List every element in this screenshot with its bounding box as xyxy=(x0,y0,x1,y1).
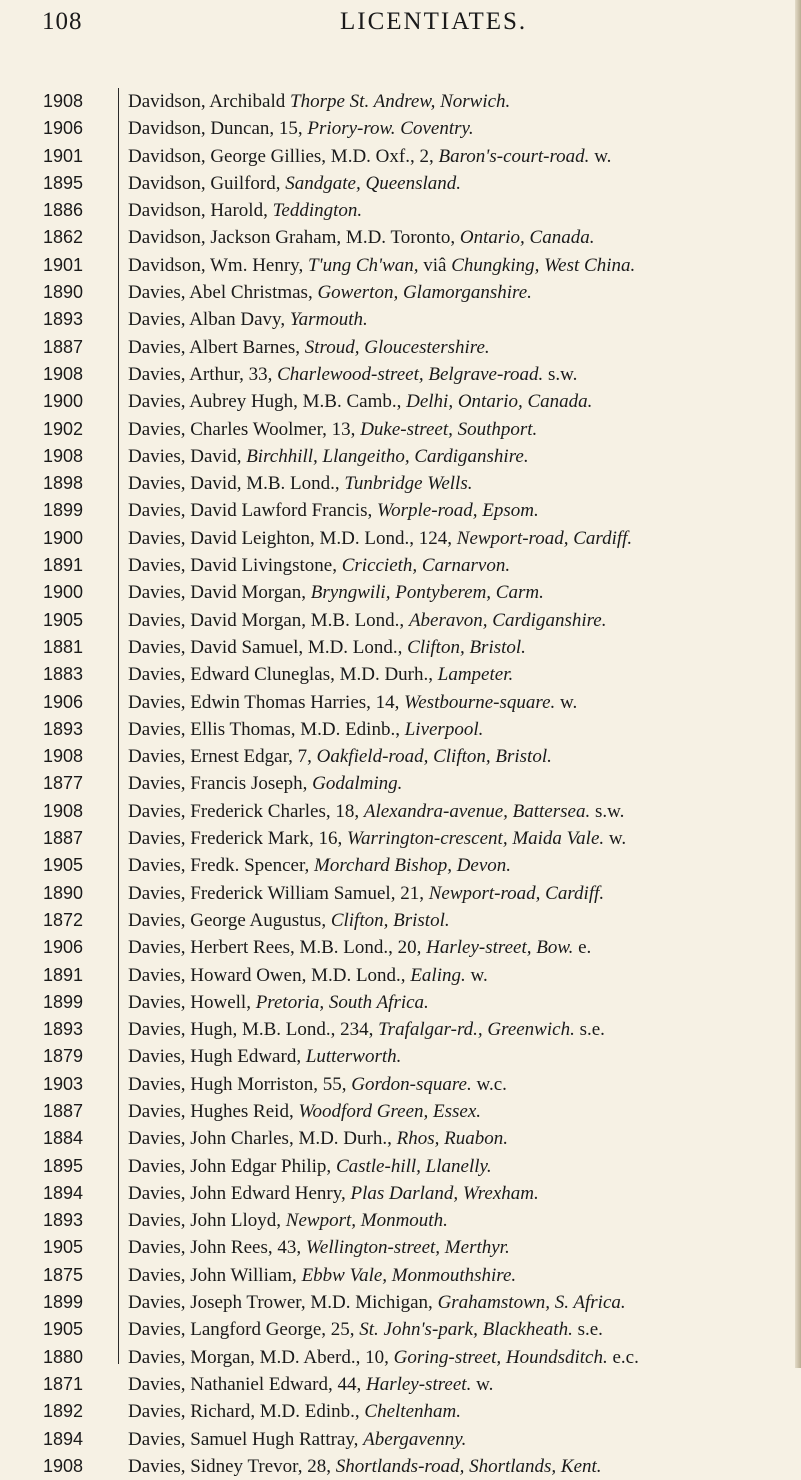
entry-address: Ontario, Canada. xyxy=(459,227,595,249)
entry-address: Birchhill, Llangeitho, Cardiganshire. xyxy=(246,445,529,467)
entry-address: Pretoria, South Africa. xyxy=(255,991,429,1013)
entry-year: 1875 xyxy=(43,1264,84,1285)
entry-year: 1905 xyxy=(43,1319,84,1340)
entry-address: Bryngwili, Pontyberem, Carm. xyxy=(310,582,544,604)
entry-address: Gordon-square. xyxy=(351,1073,472,1095)
list-item xyxy=(0,88,801,115)
entry-name: Davidson, Duncan, 15, xyxy=(128,118,308,140)
page-edge xyxy=(795,0,801,1368)
entry-address: Morchard Bishop, Devon. xyxy=(314,855,512,877)
entry-name: Davies, Frederick Mark, 16, xyxy=(128,828,347,850)
list-item xyxy=(0,825,801,852)
entry-year: 1862 xyxy=(43,227,84,248)
entry-name: Davies, Ernest Edgar, 7, xyxy=(128,746,317,768)
entry-text xyxy=(128,470,472,497)
list-item xyxy=(0,525,801,552)
entry-year: 1894 xyxy=(43,1182,84,1203)
list-item xyxy=(0,470,801,497)
entry-address: Clifton, Bristol. xyxy=(330,909,450,931)
entry-name: Davies, John Edward Henry, xyxy=(128,1182,351,1204)
entry-text xyxy=(128,525,632,552)
entry-address: Yarmouth. xyxy=(289,309,368,331)
entry-name: Davies, David Morgan, M.B. Lond., xyxy=(128,609,409,631)
entry-address: Chungking, West China. xyxy=(451,254,636,276)
entry-address: Duke-street, Southport. xyxy=(360,418,538,440)
list-item xyxy=(0,1289,801,1316)
list-item xyxy=(0,770,801,797)
entry-year: 1906 xyxy=(43,937,84,958)
entry-name: Davies, John William, xyxy=(128,1264,302,1286)
entry-address: Lampeter. xyxy=(437,664,514,686)
entry-year: 1902 xyxy=(43,418,84,439)
entry-text xyxy=(128,334,490,361)
entry-text xyxy=(128,798,624,825)
entry-address: Westbourne-square. xyxy=(404,691,556,713)
entry-text xyxy=(128,1371,493,1398)
entry-year: 1891 xyxy=(43,555,84,576)
entry-text xyxy=(128,361,577,388)
entry-text xyxy=(128,1262,516,1289)
entry-year: 1908 xyxy=(43,746,84,767)
entry-name: s.w. xyxy=(590,800,625,822)
entry-name: Davies, Hugh Morriston, 55, xyxy=(128,1073,352,1095)
entry-name: s.e. xyxy=(572,1319,603,1341)
entry-year: 1879 xyxy=(43,1046,84,1067)
entry-text xyxy=(128,1316,603,1343)
entry-name: Davies, Aubrey Hugh, M.B. Camb., xyxy=(128,391,407,413)
list-item xyxy=(0,1071,801,1098)
entry-name: Davies, Samuel Hugh Rattray, xyxy=(128,1428,364,1450)
entry-text xyxy=(128,443,529,470)
entry-address: Newport-road, Cardiff. xyxy=(428,882,605,904)
list-item xyxy=(0,798,801,825)
entry-year: 1895 xyxy=(43,1155,84,1176)
entry-address: Harley-street. xyxy=(365,1373,472,1395)
entry-text xyxy=(128,88,510,115)
entry-text xyxy=(128,1071,507,1098)
entry-address: Tunbridge Wells. xyxy=(344,473,473,495)
entry-text xyxy=(128,661,513,688)
entry-name: Davidson, Harold, xyxy=(128,200,273,222)
entry-year: 1894 xyxy=(43,1428,84,1449)
entry-address: Clifton, Bristol. xyxy=(407,636,526,658)
entry-address: Woodford Green, Essex. xyxy=(298,1100,482,1122)
entry-address: Charlewood-street, Belgrave-road. xyxy=(277,363,544,385)
entry-name: Davidson, Guilford, xyxy=(128,172,286,194)
entry-year: 1906 xyxy=(43,691,84,712)
entry-text xyxy=(128,634,526,661)
entry-name: Davies, Edward Cluneglas, M.D. Durh., xyxy=(128,664,438,686)
list-item xyxy=(0,1316,801,1343)
entry-address: Lutterworth. xyxy=(305,1046,402,1068)
entry-address: St. John's-park, Blackheath. xyxy=(359,1319,573,1341)
entry-address: Ealing. xyxy=(410,964,466,986)
entry-name: w. xyxy=(589,145,612,167)
entry-name: Davies, David Livingstone, xyxy=(128,555,342,577)
entry-name: Davies, Ellis Thomas, M.D. Edinb., xyxy=(128,718,405,740)
entry-address: Oakfield-road, Clifton, Bristol. xyxy=(316,746,552,768)
entry-year: 1908 xyxy=(43,445,84,466)
entry-text xyxy=(128,989,429,1016)
entry-year: 1893 xyxy=(43,309,84,330)
list-item xyxy=(0,497,801,524)
entry-text xyxy=(128,607,607,634)
entry-year: 1908 xyxy=(43,363,84,384)
entry-address: Baron's-court-road. xyxy=(438,145,590,167)
entry-name: Davidson, Jackson Graham, M.D. Toronto, xyxy=(128,227,460,249)
entry-address: Sandgate, Queensland. xyxy=(285,172,461,194)
entry-address: Gowerton, Glamorganshire. xyxy=(317,282,532,304)
entry-text xyxy=(128,934,591,961)
entry-address: Warrington-crescent, Maida Vale. xyxy=(346,828,605,850)
entry-text xyxy=(128,224,594,251)
entry-address: Shortlands-road, Shortlands, Kent. xyxy=(335,1455,602,1477)
entry-name: Davies, Frederick William Samuel, 21, xyxy=(128,882,429,904)
entry-name: Davies, George Augustus, xyxy=(128,909,331,931)
entry-address: Stroud, Gloucestershire. xyxy=(304,336,490,358)
entry-year: 1903 xyxy=(43,1073,84,1094)
entry-year: 1900 xyxy=(43,527,84,548)
list-item xyxy=(0,170,801,197)
entry-year: 1872 xyxy=(43,909,84,930)
entry-name: w. xyxy=(471,1373,494,1395)
entry-name: Davies, Hughes Reid, xyxy=(128,1100,299,1122)
entry-year: 1891 xyxy=(43,964,84,985)
entry-year: 1886 xyxy=(43,200,84,221)
list-item xyxy=(0,716,801,743)
entry-name: Davies, Morgan, M.D. Aberd., 10, xyxy=(128,1346,394,1368)
entry-name: Davies, Edwin Thomas Harries, 14, xyxy=(128,691,405,713)
list-item xyxy=(0,1344,801,1371)
entry-name: Davies, Francis Joseph, xyxy=(128,773,313,795)
entry-name: Davies, John Charles, M.D. Durh., xyxy=(128,1128,397,1150)
entry-address: Worple-road, Epsom. xyxy=(377,500,539,522)
page-number: 108 xyxy=(42,8,83,35)
entry-address: Priory-row. Coventry. xyxy=(307,118,474,140)
list-item xyxy=(0,306,801,333)
entry-name: s.e. xyxy=(574,1019,605,1041)
entry-address: Castle-hill, Llanelly. xyxy=(335,1155,492,1177)
list-item xyxy=(0,607,801,634)
entry-text xyxy=(128,716,483,743)
list-item xyxy=(0,1426,801,1453)
entry-address: Criccieth, Carnarvon. xyxy=(341,555,511,577)
entry-address: Cheltenham. xyxy=(364,1401,461,1423)
entry-address: Thorpe St. Andrew, Norwich. xyxy=(290,91,511,112)
entry-address: Ebbw Vale, Monmouthshire. xyxy=(301,1264,517,1286)
entry-text xyxy=(128,1016,605,1043)
entry-address: Liverpool. xyxy=(404,718,484,740)
entry-text xyxy=(128,115,474,142)
entry-year: 1881 xyxy=(43,636,84,657)
entry-name: Davies, Howell, xyxy=(128,991,256,1013)
entry-year: 1892 xyxy=(43,1401,84,1422)
entry-text xyxy=(128,770,402,797)
entry-text xyxy=(128,306,368,333)
entry-text xyxy=(128,962,488,989)
entry-name: w.c. xyxy=(471,1073,507,1095)
entry-name: Davies, Langford George, 25, xyxy=(128,1319,360,1341)
entry-name: Davies, Hugh, M.B. Lond., 234, xyxy=(128,1019,379,1041)
entry-year: 1884 xyxy=(43,1128,84,1149)
list-item xyxy=(0,661,801,688)
entry-text xyxy=(128,1398,461,1425)
list-item xyxy=(0,334,801,361)
list-item xyxy=(0,989,801,1016)
entry-address: Godalming. xyxy=(312,773,403,795)
list-item xyxy=(0,1016,801,1043)
entry-name: Davies, Howard Owen, M.D. Lond., xyxy=(128,964,411,986)
entry-year: 1887 xyxy=(43,1100,84,1121)
entry-name: viâ xyxy=(418,254,452,276)
list-item xyxy=(0,1371,801,1398)
entry-name: e. xyxy=(573,937,592,959)
entry-text xyxy=(128,1289,626,1316)
entry-text xyxy=(128,388,592,415)
entry-text xyxy=(128,579,544,606)
list-item xyxy=(0,143,801,170)
entry-address: Aberavon, Cardiganshire. xyxy=(408,609,607,631)
entry-address: Trafalgar-rd., Greenwich. xyxy=(378,1019,575,1041)
entry-address: Harley-street, Bow. xyxy=(426,937,574,959)
entry-text xyxy=(128,1043,401,1070)
entry-text xyxy=(128,689,577,716)
list-item xyxy=(0,1262,801,1289)
entry-year: 1877 xyxy=(43,773,84,794)
entry-year: 1890 xyxy=(43,882,84,903)
entry-name: Davies, Charles Woolmer, 13, xyxy=(128,418,361,440)
list-item xyxy=(0,743,801,770)
entry-name: w. xyxy=(555,691,578,713)
list-item xyxy=(0,880,801,907)
list-item xyxy=(0,252,801,279)
entry-year: 1906 xyxy=(43,118,84,139)
list-item xyxy=(0,689,801,716)
entry-text xyxy=(128,1234,510,1261)
list-item xyxy=(0,1398,801,1425)
entry-address: Rhos, Ruabon. xyxy=(396,1128,508,1150)
entry-year: 1871 xyxy=(43,1373,84,1394)
entry-year: 1887 xyxy=(43,828,84,849)
entry-year: 1905 xyxy=(43,855,84,876)
entry-text xyxy=(128,907,450,934)
running-head: LICENTIATES. xyxy=(340,8,528,35)
entry-text xyxy=(128,416,537,443)
entry-address: Grahamstown, S. Africa. xyxy=(437,1292,626,1314)
entry-name: Davies, Richard, M.D. Edinb., xyxy=(128,1401,365,1423)
entry-year: 1899 xyxy=(43,500,84,521)
entry-text xyxy=(128,143,611,170)
page-header xyxy=(40,6,740,56)
entry-name: Davies, Nathaniel Edward, 44, xyxy=(128,1373,366,1395)
entry-name: Davies, John Rees, 43, xyxy=(128,1237,306,1259)
entry-name: Davies, David Samuel, M.D. Lond., xyxy=(128,636,408,658)
entry-name: Davies, Arthur, 33, xyxy=(128,363,278,385)
entry-address: Goring-street, Houndsditch. xyxy=(393,1346,608,1368)
entry-text xyxy=(128,252,635,279)
list-item xyxy=(0,634,801,661)
entry-year: 1908 xyxy=(43,1455,84,1476)
entry-name: s.w. xyxy=(543,363,578,385)
entry-text xyxy=(128,279,532,306)
entry-year: 1883 xyxy=(43,664,84,685)
entry-year: 1900 xyxy=(43,582,84,603)
entry-name: Davies, Joseph Trower, M.D. Michigan, xyxy=(128,1292,438,1314)
entry-name: Davies, Frederick Charles, 18, xyxy=(128,800,364,822)
entry-text xyxy=(128,552,510,579)
list-item xyxy=(0,279,801,306)
entry-year: 1908 xyxy=(43,91,84,111)
entry-text xyxy=(128,170,461,197)
entry-text xyxy=(128,1125,508,1152)
entry-year: 1901 xyxy=(43,145,84,166)
list-item xyxy=(0,224,801,251)
entry-name: Davies, David, M.B. Lond., xyxy=(128,473,345,495)
entry-year: 1880 xyxy=(43,1346,84,1367)
entry-text xyxy=(128,197,362,224)
entry-year: 1900 xyxy=(43,391,84,412)
entry-address: Alexandra-avenue, Battersea. xyxy=(363,800,591,822)
entry-name: Davies, Fredk. Spencer, xyxy=(128,855,315,877)
list-item xyxy=(0,1207,801,1234)
entry-name: Davies, Abel Christmas, xyxy=(128,282,318,304)
list-item xyxy=(0,1125,801,1152)
list-item xyxy=(0,1043,801,1070)
entry-list xyxy=(0,88,801,1480)
entry-address: T'ung Ch'wan, xyxy=(307,254,419,276)
entry-year: 1899 xyxy=(43,991,84,1012)
entry-text xyxy=(128,1426,466,1453)
entry-name: Davies, Sidney Trevor, 28, xyxy=(128,1455,336,1477)
list-item xyxy=(0,962,801,989)
entry-address: Abergavenny. xyxy=(363,1428,467,1450)
entry-year: 1893 xyxy=(43,718,84,739)
list-item xyxy=(0,1453,801,1480)
entry-address: Newport, Monmouth. xyxy=(285,1210,448,1232)
entry-name: Davies, David Leighton, M.D. Lond., 124, xyxy=(128,527,457,549)
entry-name: Davidson, Archibald xyxy=(128,91,291,112)
entry-year: 1901 xyxy=(43,254,84,275)
list-item xyxy=(0,115,801,142)
entry-name: Davidson, Wm. Henry, xyxy=(128,254,308,276)
entry-text xyxy=(128,497,539,524)
entry-text xyxy=(128,1344,639,1371)
entry-text xyxy=(128,743,552,770)
entry-year: 1890 xyxy=(43,282,84,303)
list-item xyxy=(0,443,801,470)
entry-text xyxy=(128,1180,539,1207)
entry-name: Davies, Hugh Edward, xyxy=(128,1046,306,1068)
entry-year: 1905 xyxy=(43,609,84,630)
entry-name: Davies, Alban Davy, xyxy=(128,309,290,331)
entry-text xyxy=(128,1153,492,1180)
list-item xyxy=(0,552,801,579)
entry-name: Davidson, George Gillies, M.D. Oxf., 2, xyxy=(128,145,439,167)
list-item xyxy=(0,934,801,961)
entry-name: w. xyxy=(604,828,627,850)
list-item xyxy=(0,197,801,224)
entry-text xyxy=(128,1453,602,1480)
entry-year: 1898 xyxy=(43,473,84,494)
list-item xyxy=(0,852,801,879)
list-item xyxy=(0,388,801,415)
entry-name: e.c. xyxy=(607,1346,639,1368)
list-item xyxy=(0,1180,801,1207)
entry-name: Davies, John Edgar Philip, xyxy=(128,1155,336,1177)
entry-text xyxy=(128,1098,481,1125)
entry-year: 1895 xyxy=(43,172,84,193)
entry-text xyxy=(128,880,604,907)
entry-year: 1905 xyxy=(43,1237,84,1258)
entry-address: Plas Darland, Wrexham. xyxy=(350,1182,539,1204)
entry-text xyxy=(128,852,511,879)
list-item xyxy=(0,1153,801,1180)
entry-name: Davies, Herbert Rees, M.B. Lond., 20, xyxy=(128,937,427,959)
entry-name: w. xyxy=(465,964,488,986)
entry-year: 1908 xyxy=(43,800,84,821)
entry-name: Davies, David Morgan, xyxy=(128,582,311,604)
entry-year: 1893 xyxy=(43,1019,84,1040)
entry-name: Davies, Albert Barnes, xyxy=(128,336,305,358)
list-item xyxy=(0,1234,801,1261)
entry-address: Teddington. xyxy=(272,200,363,222)
list-item xyxy=(0,579,801,606)
list-item xyxy=(0,361,801,388)
entry-year: 1887 xyxy=(43,336,84,357)
entry-name: Davies, David Lawford Francis, xyxy=(128,500,378,522)
entry-name: Davies, John Lloyd, xyxy=(128,1210,286,1232)
list-item xyxy=(0,416,801,443)
entry-address: Wellington-street, Merthyr. xyxy=(305,1237,510,1259)
entry-text xyxy=(128,825,626,852)
entry-text xyxy=(128,1207,448,1234)
entry-name: Davies, David, xyxy=(128,445,247,467)
entry-year: 1899 xyxy=(43,1292,84,1313)
entry-address: Delhi, Ontario, Canada. xyxy=(406,391,593,413)
entry-address: Newport-road, Cardiff. xyxy=(456,527,633,549)
entry-year: 1893 xyxy=(43,1210,84,1231)
list-item xyxy=(0,907,801,934)
list-item xyxy=(0,1098,801,1125)
